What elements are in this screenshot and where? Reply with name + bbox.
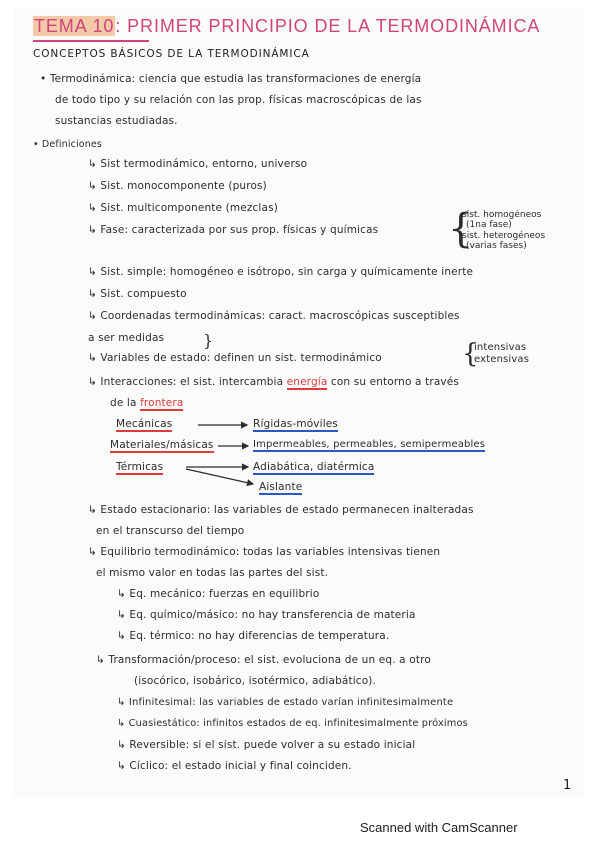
section-heading: CONCEPTOS BÁSICOS DE LA TERMODINÁMICA [33, 48, 310, 60]
brace-medidas: } [203, 331, 214, 350]
note-line: (1na fase) [466, 220, 512, 230]
note-line: ↳ Sist. monocomponente (puros) [88, 180, 267, 192]
keyword-frontera: frontera [140, 397, 184, 409]
note-line: ↳ Estado estacionario: las variables de estado permanecen inalteradas [88, 504, 474, 516]
note-line: ↳ Eq. térmico: no hay diferencias de temperatura. [117, 630, 390, 642]
note-line: ↳ Coordenadas termodinámicas: caract. macroscópicas susceptibles [88, 310, 460, 322]
note-line: ↳ Cíclico: el estado inicial y final coinciden. [117, 760, 352, 772]
interaction-materiales: Materiales/másicas [110, 439, 214, 451]
interaction-mecanicas-types: Rígidas-móviles [253, 418, 339, 430]
note-line: ↳ Sist. compuesto [88, 288, 187, 300]
note-line: ↳ Eq. mecánico: fuerzas en equilibrio [117, 588, 320, 600]
interaction-termicas: Térmicas [116, 461, 164, 473]
note-line: el mismo valor en todas las partes del sist. [96, 567, 329, 579]
note-line: ↳ Transformación/proceso: el sist. evoluciona de un eq. a otro [96, 654, 431, 666]
brace-variables: { [462, 339, 479, 369]
note-line: ↳ Equilibrio termodinámico: todas las variables intensivas tienen [88, 546, 441, 558]
note-line: ↳ Fase: caracterizada por sus prop. físicas y químicas [88, 224, 379, 236]
note-line: ↳ Cuasiestático: infinitos estados de eq. infinitesimalmente próximos [117, 718, 468, 729]
note-fragment: con su entorno a través [327, 376, 460, 388]
note-line: • Termodinámica: ciencia que estudia las transformaciones de energía [40, 73, 422, 85]
note-line: ↳ Reversible: si el sist. puede volver a su estado inicial [117, 739, 416, 751]
note-line: ↳ Sist. multicomponente (mezclas) [88, 202, 278, 214]
interaction-mecanicas: Mecánicas [116, 418, 173, 430]
note-line: sist. homogéneos [462, 210, 542, 220]
interaction-termicas-types: Adiabática, diatérmica [253, 461, 375, 473]
note-line: a ser medidas [88, 332, 165, 344]
note-line: de todo tipo y su relación con las prop. físicas macroscópicas de las [55, 94, 422, 106]
note-line: sustancias estudiadas. [55, 115, 178, 127]
note-line: ↳ Variables de estado: definen un sist. termodinámico [88, 352, 382, 364]
note-line: ↳ Infinitesimal: las variables de estado varían infinitesimalmente [117, 697, 454, 708]
note-line: intensivas [474, 342, 527, 353]
note-line: ↳ Sist. simple: homogéneo e isótropo, sin carga y químicamente inerte [88, 266, 474, 278]
interaction-termicas-aislante: Aislante [259, 481, 303, 493]
title-topic-number: TEMA 10 [34, 16, 115, 36]
note-line: ↳ Sist termodinámico, entorno, universo [88, 158, 308, 170]
note-fragment: ↳ Interacciones: el sist. intercambia [88, 376, 287, 388]
scanner-watermark: Scanned with CamScanner [360, 820, 518, 835]
note-line: sist. heterogéneos [462, 231, 546, 241]
keyword-energia: energía [286, 376, 328, 388]
note-line: • Definiciones [33, 139, 103, 150]
note-line: ↳ Eq. químico/másico: no hay transferencia de materia [117, 609, 416, 621]
note-line: (isocórico, isobárico, isotérmico, adiabático). [134, 675, 377, 687]
note-line: extensivas [474, 354, 530, 365]
page-number: 1 [563, 778, 572, 793]
title-topic-name: : PRIMER PRINCIPIO DE LA TERMODINÁMICA [115, 16, 541, 36]
note-line: en el transcurso del tiempo [96, 525, 245, 537]
note-line: (varias fases) [466, 241, 527, 251]
brace-fase: { [448, 206, 474, 252]
interaction-materiales-types: Impermeables, permeables, semipermeables [253, 439, 486, 450]
note-fragment: de la [110, 397, 141, 409]
